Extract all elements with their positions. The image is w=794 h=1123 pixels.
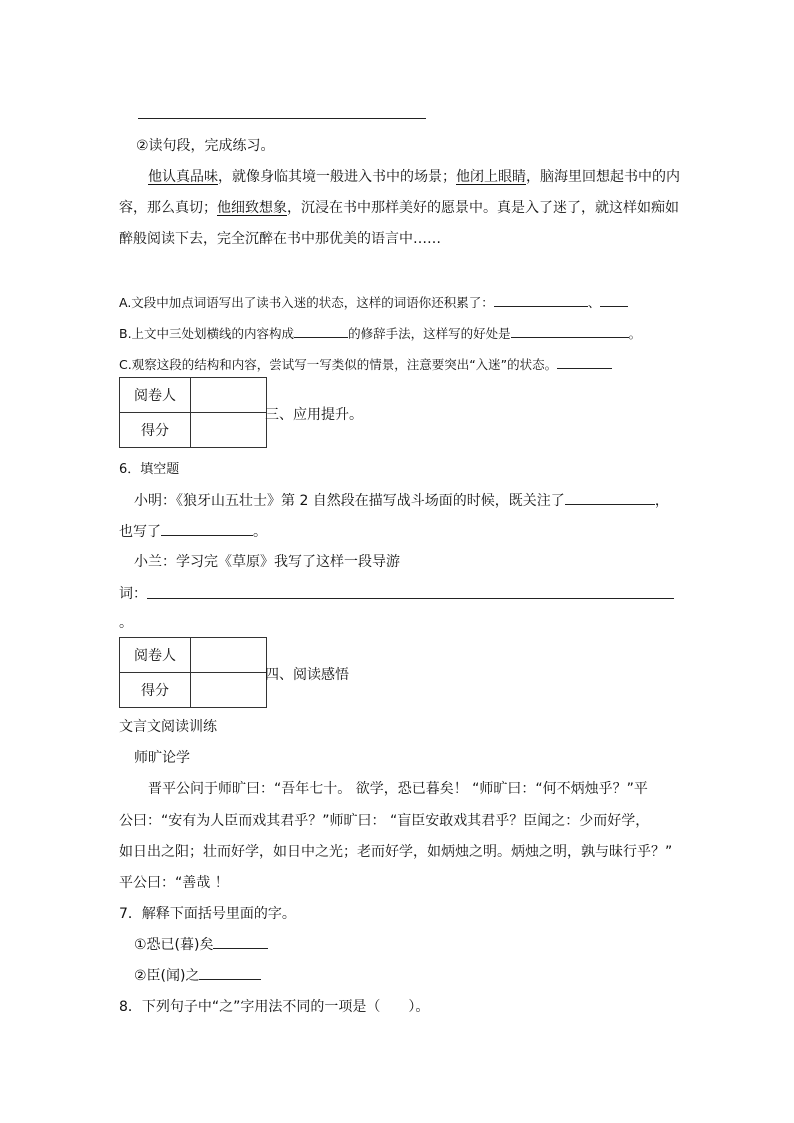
answer-blank-q7-2[interactable] xyxy=(199,965,261,980)
passage-line-3: 醉般阅读下去，完全沉醉在书中那优美的语言中…… xyxy=(119,231,441,247)
passage-line-1: 他认真品味，就像身临其境一般进入书中的场景；他闭上眼睛，脑海里回想起书中的内 xyxy=(148,169,680,185)
question-b: B.上文中三处划横线的内容构成 的修辞手法，这样写的好处是 。 xyxy=(119,323,641,342)
answer-line-top xyxy=(138,118,426,119)
q6-title: 6．填空题 xyxy=(119,462,180,477)
classical-heading: 文言文阅读训练 xyxy=(119,719,217,735)
answer-blank-c[interactable] xyxy=(557,354,612,369)
classical-line-4: 平公曰：“善哉 ！ xyxy=(119,875,229,891)
answer-blank-q6-1[interactable] xyxy=(565,490,655,505)
answer-blank-q6-2[interactable] xyxy=(161,521,253,536)
score-table-2 xyxy=(119,637,267,708)
passage-line-2: 容，那么真切；他细致想象，沉浸在书中那样美好的愿景中。真是入了迷了，就这样如痴如 xyxy=(119,200,679,216)
answer-blank-b1[interactable] xyxy=(294,323,348,338)
q8-title: 8．下列句子中“之”字用法不同的一项是（ ）。 xyxy=(119,999,430,1015)
reviewer-cell[interactable] xyxy=(191,638,267,673)
section-3-title: 三、应用提升。 xyxy=(265,407,363,423)
classical-line-2: 公曰：“安有为人臣而戏其君乎？”师旷曰： “盲臣安敢戏其君乎？臣闻之：少而好学， xyxy=(119,813,650,829)
classical-line-3: 如日出之阳；壮而好学，如日中之光；老而好学，如炳烛之明。炳烛之明，孰与昧行乎？” xyxy=(119,844,673,860)
q7-item-1: ①恐已(暮)矣 xyxy=(134,934,268,954)
classical-title: 师旷论学 xyxy=(134,750,190,766)
answer-blank-a1[interactable] xyxy=(494,292,588,307)
section-4-title: 四、阅读感悟 xyxy=(265,667,349,683)
score-label: 得分 xyxy=(120,413,191,448)
classical-line-1: 晋平公问于师旷曰：“吾年七十。 欲学，恐已暮矣！ “师旷曰：“何不炳烛乎？”平 xyxy=(148,781,648,797)
question-c: C.观察这段的结构和内容，尝试写一写类似的情景，注意要突出“入迷”的状态。 xyxy=(119,354,612,373)
question-a: A.文段中加点词语写出了读书入迷的状态，这样的词语你还积累了： 、 xyxy=(119,292,628,311)
underlined-phrase-1: 他认真品味 xyxy=(148,169,218,185)
q6-line-5: 。 xyxy=(119,615,133,631)
q6-line-4: 词： xyxy=(119,586,147,602)
q6-line-2: 也写了 。 xyxy=(119,521,267,541)
score-table-1 xyxy=(119,377,267,448)
answer-line-q6-guide[interactable] xyxy=(147,598,674,599)
score-label: 得分 xyxy=(120,673,191,708)
q6-line-3: 小兰：学习完《草原》我写了这样一段导游 xyxy=(134,554,400,570)
underlined-phrase-3: 他细致想象 xyxy=(217,200,287,216)
reviewer-label: 阅卷人 xyxy=(120,378,191,413)
answer-blank-a2[interactable] xyxy=(600,292,628,307)
q6-line-1: 小明：《狼牙山五壮士》第 2 自然段在描写战斗场面的时候，既关注了 ， xyxy=(134,490,669,510)
reviewer-cell[interactable] xyxy=(191,378,267,413)
reviewer-label: 阅卷人 xyxy=(120,638,191,673)
answer-blank-b2[interactable] xyxy=(511,323,629,338)
q5-sub2-heading: ②读句段，完成练习。 xyxy=(136,138,275,154)
q7-title: 7．解释下面括号里面的字。 xyxy=(119,906,296,922)
q7-item-2: ②臣(闻)之 xyxy=(134,965,261,985)
underlined-phrase-2: 他闭上眼睛 xyxy=(456,169,526,185)
score-cell[interactable] xyxy=(191,413,267,448)
score-cell[interactable] xyxy=(191,673,267,708)
answer-blank-q7-1[interactable] xyxy=(213,934,268,949)
